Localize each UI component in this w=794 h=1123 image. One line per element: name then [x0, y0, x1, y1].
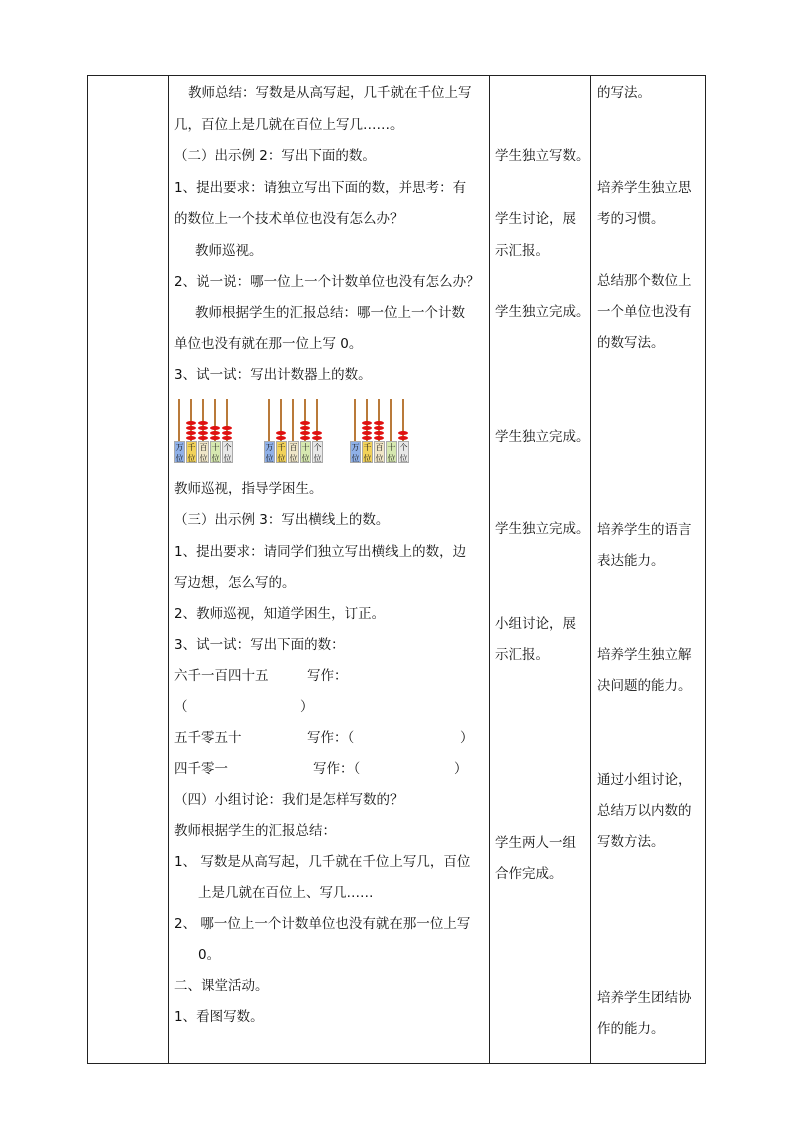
abacus-rod — [178, 399, 180, 441]
text-line: 教师巡视，指导学困生。 — [174, 481, 323, 497]
text-line: 1、提出要求：请同学们独立写出横线上的数，边 — [174, 544, 467, 560]
text-line: 决问题的能力。 — [597, 678, 692, 694]
text-line: 教师根据学生的汇报总结： — [174, 823, 336, 839]
abacus-rod — [354, 399, 356, 441]
abacus-figure — [174, 397, 254, 467]
text-line: 单位也没有就在那一位上写 0。 — [174, 336, 363, 352]
abacus-bead — [300, 426, 310, 430]
abacus-bead — [186, 421, 196, 425]
text-line: 示汇报。 — [495, 243, 549, 259]
write-as-label: 写作： — [307, 668, 348, 684]
section-heading: （三）出示例 3：写出横线上的数。 — [174, 512, 390, 528]
abacus-bead — [186, 431, 196, 435]
student-activity-column — [490, 76, 590, 1063]
abacus-figure — [350, 397, 430, 467]
exercise-number: 六千一百四十五 — [174, 668, 269, 684]
abacus-bead — [222, 431, 232, 435]
abacus-bead — [198, 436, 208, 440]
abacus-bead — [362, 421, 372, 425]
lesson-table — [87, 75, 706, 1064]
text-line: 作的能力。 — [597, 1021, 665, 1037]
text-line: 小组讨论，展 — [495, 616, 576, 632]
place-value-label: 万 位 — [351, 443, 360, 463]
abacus-rod — [390, 399, 392, 441]
place-value-label: 万 位 — [175, 443, 184, 463]
abacus-bead — [276, 431, 286, 435]
section-heading: （四）小组讨论：我们是怎样写数的？ — [174, 792, 404, 808]
abacus-bead — [398, 431, 408, 435]
place-value-label: 百 位 — [289, 443, 298, 463]
text-line: 总结那个数位上 — [597, 273, 692, 289]
text-line: 学生独立写数。 — [495, 148, 590, 164]
text-line: 2、说一说：哪一位上一个计数单位也没有怎么办？ — [174, 274, 480, 290]
place-value-label: 百 位 — [375, 443, 384, 463]
place-value-label: 个 位 — [313, 443, 322, 463]
abacus-bead — [210, 436, 220, 440]
text-line: 3、试一试：写出计数器上的数。 — [174, 367, 372, 383]
section-heading: 二、课堂活动。 — [174, 978, 269, 994]
text-line: 0。 — [198, 947, 221, 963]
text-line: 学生独立完成。 — [495, 429, 590, 445]
text-line: 2、教师巡视，知道学困生，订正。 — [174, 606, 386, 622]
answer-bracket-open: （ — [174, 699, 188, 715]
text-line: 总结万以内数的 — [597, 803, 692, 819]
abacus-bead — [300, 436, 310, 440]
place-value-label: 百 位 — [199, 443, 208, 463]
place-value-label: 千 位 — [363, 443, 372, 463]
section-heading: （二）出示例 2：写出下面的数。 — [174, 148, 376, 164]
answer-bracket-close: ） — [460, 730, 474, 746]
place-value-label: 千 位 — [277, 443, 286, 463]
text-line: 示汇报。 — [495, 647, 549, 663]
text-line: 的数位上一个技术单位也没有怎么办？ — [174, 211, 404, 227]
abacus-bead — [362, 426, 372, 430]
abacus-bead — [222, 436, 232, 440]
abacus-bead — [312, 431, 322, 435]
abacus-figure — [264, 397, 344, 467]
text-line: 一个单位也没有 — [597, 304, 692, 320]
write-as-label: 写作：（ — [307, 730, 355, 746]
text-line: 写边想，怎么写的。 — [174, 575, 296, 591]
text-line: 合作完成。 — [495, 866, 563, 882]
text-line: 培养学生团结协 — [597, 990, 692, 1006]
abacus-bead — [210, 431, 220, 435]
text-line: 培养学生独立解 — [597, 647, 692, 663]
abacus-bead — [374, 436, 384, 440]
place-value-label: 十 位 — [387, 443, 396, 463]
text-line: 培养学生独立思 — [597, 180, 692, 196]
abacus-bead — [186, 426, 196, 430]
teacher-activity-column — [169, 76, 489, 1063]
text-line: 学生独立完成。 — [495, 304, 590, 320]
place-value-label: 十 位 — [301, 443, 310, 463]
text-line: 上是几就在百位上、写几…… — [198, 885, 374, 901]
abacus-bead — [362, 436, 372, 440]
place-value-label: 万 位 — [265, 443, 274, 463]
text-line: 1、 写数是从高写起，几千就在千位上写几，百位 — [174, 854, 471, 870]
abacus-bead — [374, 426, 384, 430]
text-line: 的写法。 — [597, 85, 651, 101]
text-line: 教师根据学生的汇报总结：哪一位上一个计数 — [195, 305, 465, 321]
text-line: 2、 哪一位上一个计数单位也没有就在那一位上写 — [174, 916, 471, 932]
abacus-bead — [276, 436, 286, 440]
answer-bracket-close: ） — [454, 761, 468, 777]
answer-bracket-close: ） — [300, 699, 314, 715]
text-line: 学生讨论，展 — [495, 211, 576, 227]
abacus-bead — [374, 421, 384, 425]
abacus-bead — [186, 436, 196, 440]
text-line: 学生两人一组 — [495, 835, 576, 851]
design-intent-column — [591, 76, 706, 1063]
abacus-bead — [362, 431, 372, 435]
abacus-bead — [222, 426, 232, 430]
abacus-bead — [374, 431, 384, 435]
place-value-label: 十 位 — [211, 443, 220, 463]
abacus-bead — [210, 426, 220, 430]
place-value-label: 个 位 — [399, 443, 408, 463]
abacus-bead — [312, 436, 322, 440]
abacus-bead — [398, 436, 408, 440]
text-line: 教师巡视。 — [195, 243, 263, 259]
text-line: 3、试一试：写出下面的数： — [174, 637, 345, 653]
abacus-bead — [300, 421, 310, 425]
exercise-number: 四千零一 — [174, 761, 228, 777]
text-line: 学生独立完成。 — [495, 521, 590, 537]
abacus-bead — [198, 426, 208, 430]
text-line: 1、提出要求：请独立写出下面的数，并思考：有 — [174, 180, 467, 196]
exercise-number: 五千零五十 — [174, 730, 242, 746]
place-value-label: 千 位 — [187, 443, 196, 463]
text-line: 培养学生的语言 — [597, 522, 692, 538]
text-line: 考的习惯。 — [597, 211, 665, 227]
place-value-label: 个 位 — [223, 443, 232, 463]
text-line: 表达能力。 — [597, 553, 665, 569]
text-line: 教师总结：写数是从高写起，几千就在千位上写 — [188, 85, 472, 101]
abacus-rod — [292, 399, 294, 441]
abacus-bead — [198, 431, 208, 435]
text-line: 的数写法。 — [597, 335, 665, 351]
abacus-bead — [198, 421, 208, 425]
write-as-label: 写作：（ — [313, 761, 361, 777]
abacus-bead — [300, 431, 310, 435]
text-line: 通过小组讨论， — [597, 772, 692, 788]
stage-column — [88, 76, 168, 1063]
text-line: 写数方法。 — [597, 834, 665, 850]
text-line: 1、看图写数。 — [174, 1009, 264, 1025]
text-line: 几，百位上是几就在百位上写几……。 — [174, 117, 404, 133]
abacus-rod — [268, 399, 270, 441]
abacus-illustrations — [174, 397, 474, 467]
